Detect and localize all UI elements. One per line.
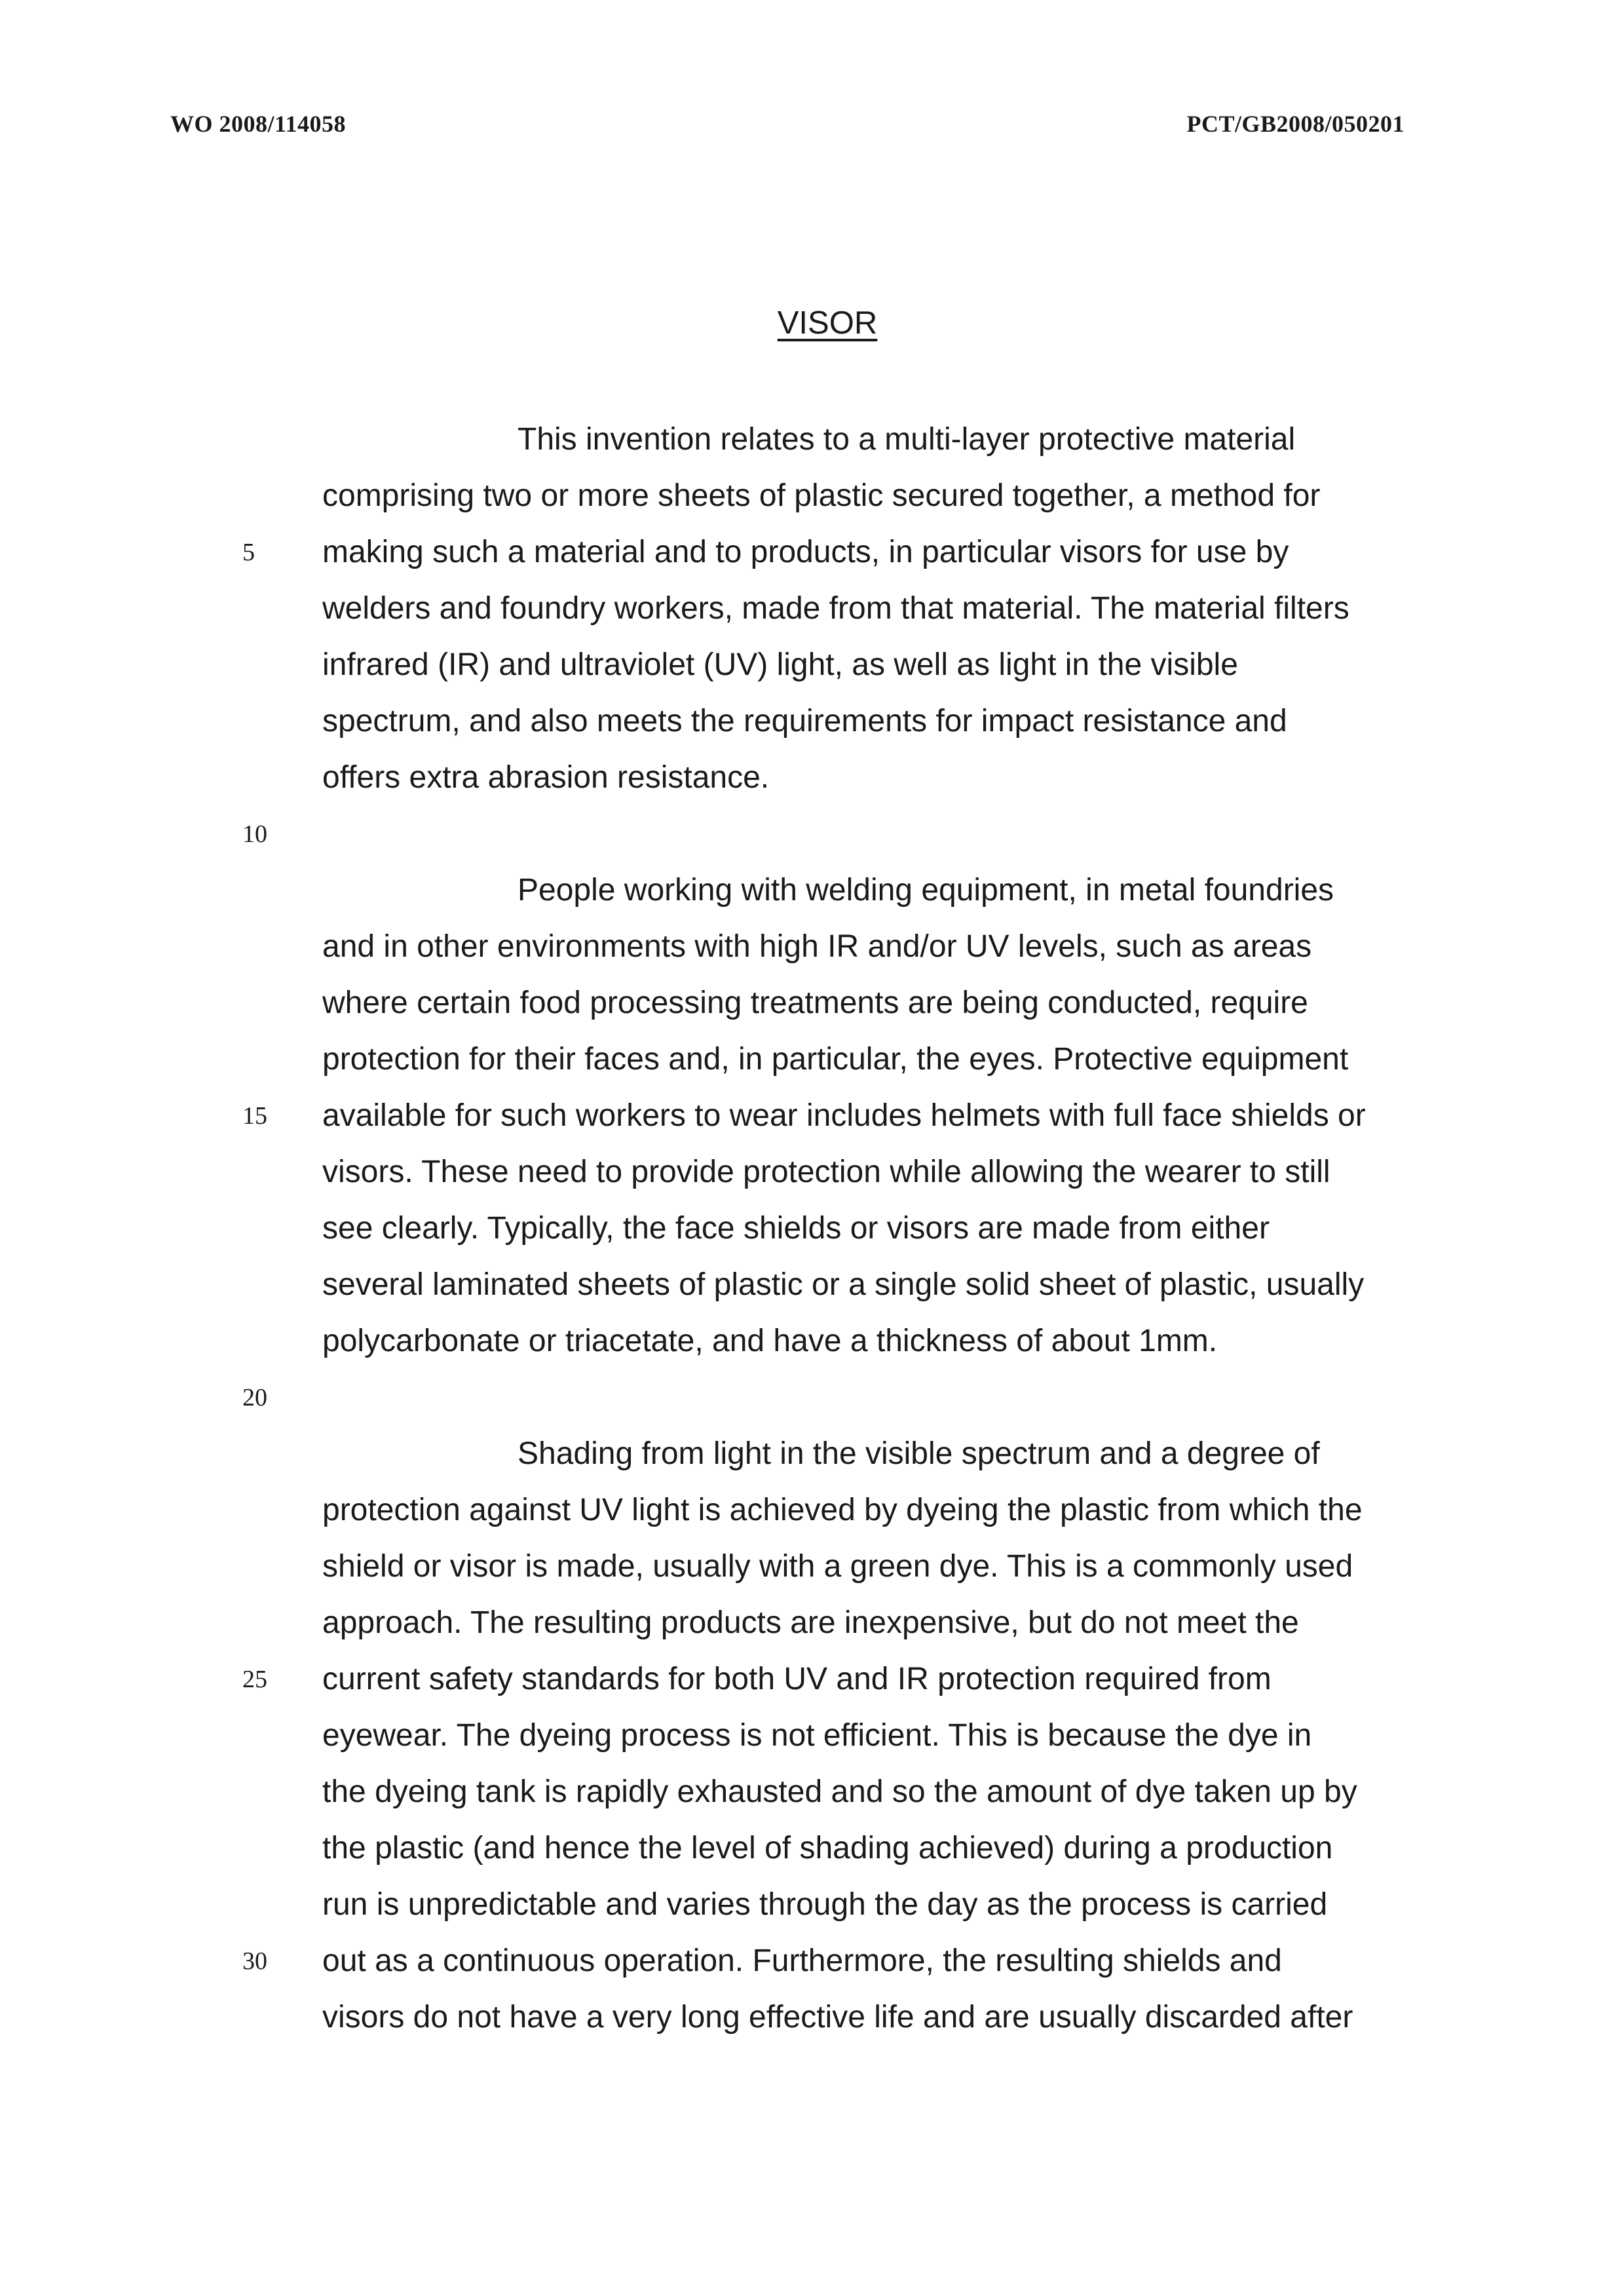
text-line: current safety standards for both UV and IR protection required from <box>322 1662 1272 1696</box>
text-line: and in other environments with high IR and/or UV levels, such as areas <box>322 929 1312 964</box>
line-number: 5 <box>242 539 255 566</box>
text-line: protection for their faces and, in particular, the eyes. Protective equipment <box>322 1042 1349 1077</box>
text-line: where certain food processing treatments are being conducted, require <box>322 985 1308 1020</box>
line-number: 15 <box>242 1102 267 1130</box>
text-line: protection against UV light is achieved by dyeing the plastic from which the <box>322 1493 1363 1527</box>
line-number: 10 <box>242 820 267 848</box>
text-line: shield or visor is made, usually with a green dye. This is a commonly used <box>322 1549 1353 1584</box>
text-line: This invention relates to a multi-layer protective material <box>518 422 1296 457</box>
application-number: PCT/GB2008/050201 <box>1186 111 1405 137</box>
text-line: Shading from light in the visible spectrum and a degree of <box>518 1436 1320 1471</box>
text-line: visors do not have a very long effective life and are usually discarded after <box>322 2000 1353 2035</box>
publication-number: WO 2008/114058 <box>170 111 347 137</box>
text-line: spectrum, and also meets the requirements for impact resistance and <box>322 704 1287 738</box>
text-line: available for such workers to wear includes helmets with full face shields or <box>322 1098 1366 1133</box>
text-line: comprising two or more sheets of plastic secured together, a method for <box>322 478 1321 513</box>
text-line: out as a continuous operation. Furthermore, the resulting shields and <box>322 1943 1282 1978</box>
document-title: VISOR <box>777 305 878 341</box>
text-line: welders and foundry workers, made from that material. The material filters <box>322 591 1349 626</box>
line-number: 25 <box>242 1666 267 1693</box>
text-line: the dyeing tank is rapidly exhausted and so the amount of dye taken up by <box>322 1774 1357 1809</box>
text-line: run is unpredictable and varies through the day as the process is carried <box>322 1887 1328 1922</box>
text-line: several laminated sheets of plastic or a single solid sheet of plastic, usually <box>322 1267 1365 1302</box>
text-line: see clearly. Typically, the face shields or visors are made from either <box>322 1211 1270 1246</box>
text-line: approach. The resulting products are inexpensive, but do not meet the <box>322 1605 1299 1640</box>
text-line: infrared (IR) and ultraviolet (UV) light, as well as light in the visible <box>322 647 1238 682</box>
line-number: 20 <box>242 1384 267 1411</box>
text-line: the plastic (and hence the level of shading achieved) during a production <box>322 1831 1333 1866</box>
text-line: eyewear. The dyeing process is not efficient. This is because the dye in <box>322 1718 1312 1753</box>
text-line: polycarbonate or triacetate, and have a thickness of about 1mm. <box>322 1324 1218 1358</box>
text-line: People working with welding equipment, in metal foundries <box>518 873 1334 908</box>
text-line: making such a material and to products, in particular visors for use by <box>322 535 1289 569</box>
text-line: visors. These need to provide protection while allowing the wearer to still <box>322 1155 1330 1189</box>
line-number: 30 <box>242 1947 267 1975</box>
text-line: offers extra abrasion resistance. <box>322 760 770 795</box>
